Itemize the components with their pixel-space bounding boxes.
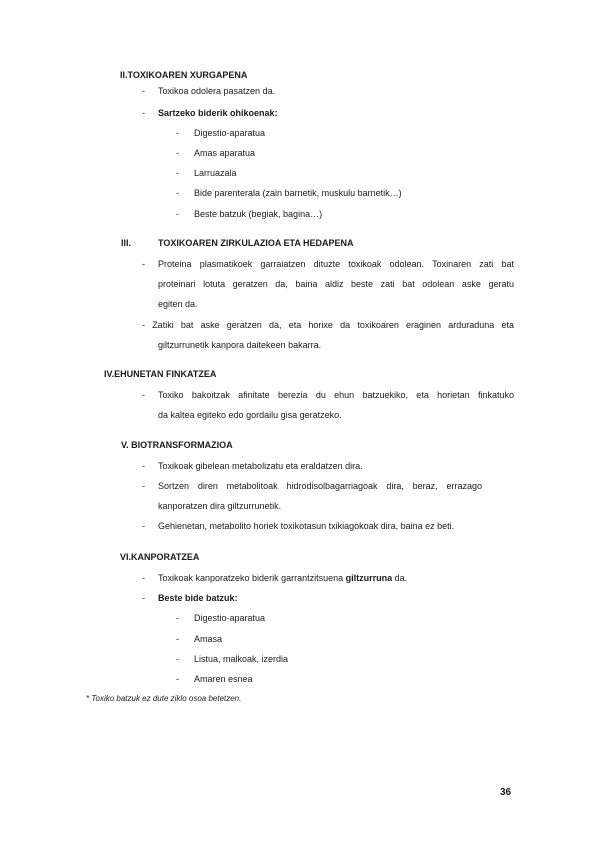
list-item: Toxikoak gibelean metabolizatu eta eraldatzen dira. (158, 461, 363, 471)
sub-list-item: Digestio-aparatua (194, 613, 266, 623)
section-title-fixation: IV.EHUNETAN FINKATZEA (104, 369, 217, 379)
sub-list-item: Digestio-aparatua (194, 128, 266, 138)
paragraph-line: - Zatiki bat aske geratzen da, eta horixe da toxikoaren eraginen arduraduna eta (142, 320, 514, 330)
bullet-dash: - (142, 108, 145, 118)
paragraph-line: giltzurrunetik kanpora daitekeen bakarra. (158, 340, 322, 350)
text-run: da. (392, 573, 408, 583)
bullet-dash: - (142, 521, 145, 531)
section-title-circulation: TOXIKOAREN ZIRKULAZIOA ETA HEDAPENA (158, 238, 354, 248)
sub-list-item: Amas aparatua (194, 148, 256, 158)
bullet-dash: - (176, 148, 179, 158)
bullet-dash: - (176, 674, 179, 684)
list-item: Gehienetan, metabolito horiek toxikotasun txikiagokoak dira, baina ez beti. (158, 521, 455, 531)
list-item: Beste bide batzuk: (158, 593, 238, 603)
paragraph-line: egiten da. (158, 299, 198, 309)
paragraph-line: Proteina plasmatikoek garraiatzen dituzte toxikoak odolean. Toxinaren zati bat (158, 259, 514, 269)
bullet-dash: - (176, 188, 179, 198)
section-title-biotransformation: V. BIOTRANSFORMAZIOA (121, 440, 233, 450)
page-number: 36 (500, 787, 512, 798)
footnote: * Toxiko batzuk ez dute ziklo osoa betetzen. (86, 694, 242, 703)
paragraph-line: da kaltea egiteko edo gordailu gisa geratzeko. (158, 410, 342, 420)
bullet-dash: - (176, 634, 179, 644)
bullet-dash: - (142, 259, 145, 269)
paragraph-line: proteinari lotuta geratzen da, baina aldiz beste zati bat odolean aske geratu (158, 279, 514, 289)
list-item: kanporatzen dira giltzurrunetik. (158, 501, 282, 511)
bullet-dash: - (176, 613, 179, 623)
bullet-dash: - (142, 461, 145, 471)
sub-list-item: Larruazala (194, 168, 237, 178)
bullet-dash: - (176, 209, 179, 219)
sub-list-item: Amaren esnea (194, 674, 253, 684)
list-item (158, 573, 407, 584)
section-title-absorption: II.TOXIKOAREN XURGAPENA (120, 70, 248, 80)
sub-list-item: Beste batzuk (begiak, bagina…) (194, 209, 323, 219)
paragraph-line: Toxiko bakoitzak afinitate berezia du ehun batzuekiko, eta horietan finkatuko (158, 390, 514, 400)
sub-list-item: Listua, malkoak, izerdia (194, 654, 289, 664)
bullet-dash: - (142, 593, 145, 603)
bullet-dash: - (176, 654, 179, 664)
section-title-excretion: VI.KANPORATZEA (120, 552, 200, 562)
list-item: Toxikoa odolera pasatzen da. (158, 86, 276, 96)
bullet-dash: - (142, 86, 145, 96)
text-run-bold: giltzurruna (345, 573, 393, 583)
bullet-dash: - (176, 128, 179, 138)
sub-list-item: Amasa (194, 634, 223, 644)
bullet-dash: - (176, 168, 179, 178)
text-run: Toxikoak kanporatzeko biderik garrantzitsuena (158, 573, 346, 583)
bullet-dash: - (142, 390, 145, 400)
bullet-dash: - (142, 481, 145, 491)
list-item: Sortzen diren metabolitoak hidrodisolbagarriagoak dira, beraz, errazago (158, 481, 482, 491)
bullet-dash: - (142, 573, 145, 583)
section-number: III. (121, 238, 132, 248)
list-item: Sartzeko biderik ohikoenak: (158, 108, 278, 118)
sub-list-item: Bide parenterala (zain barnetik, muskulu barnetik…) (194, 188, 402, 198)
